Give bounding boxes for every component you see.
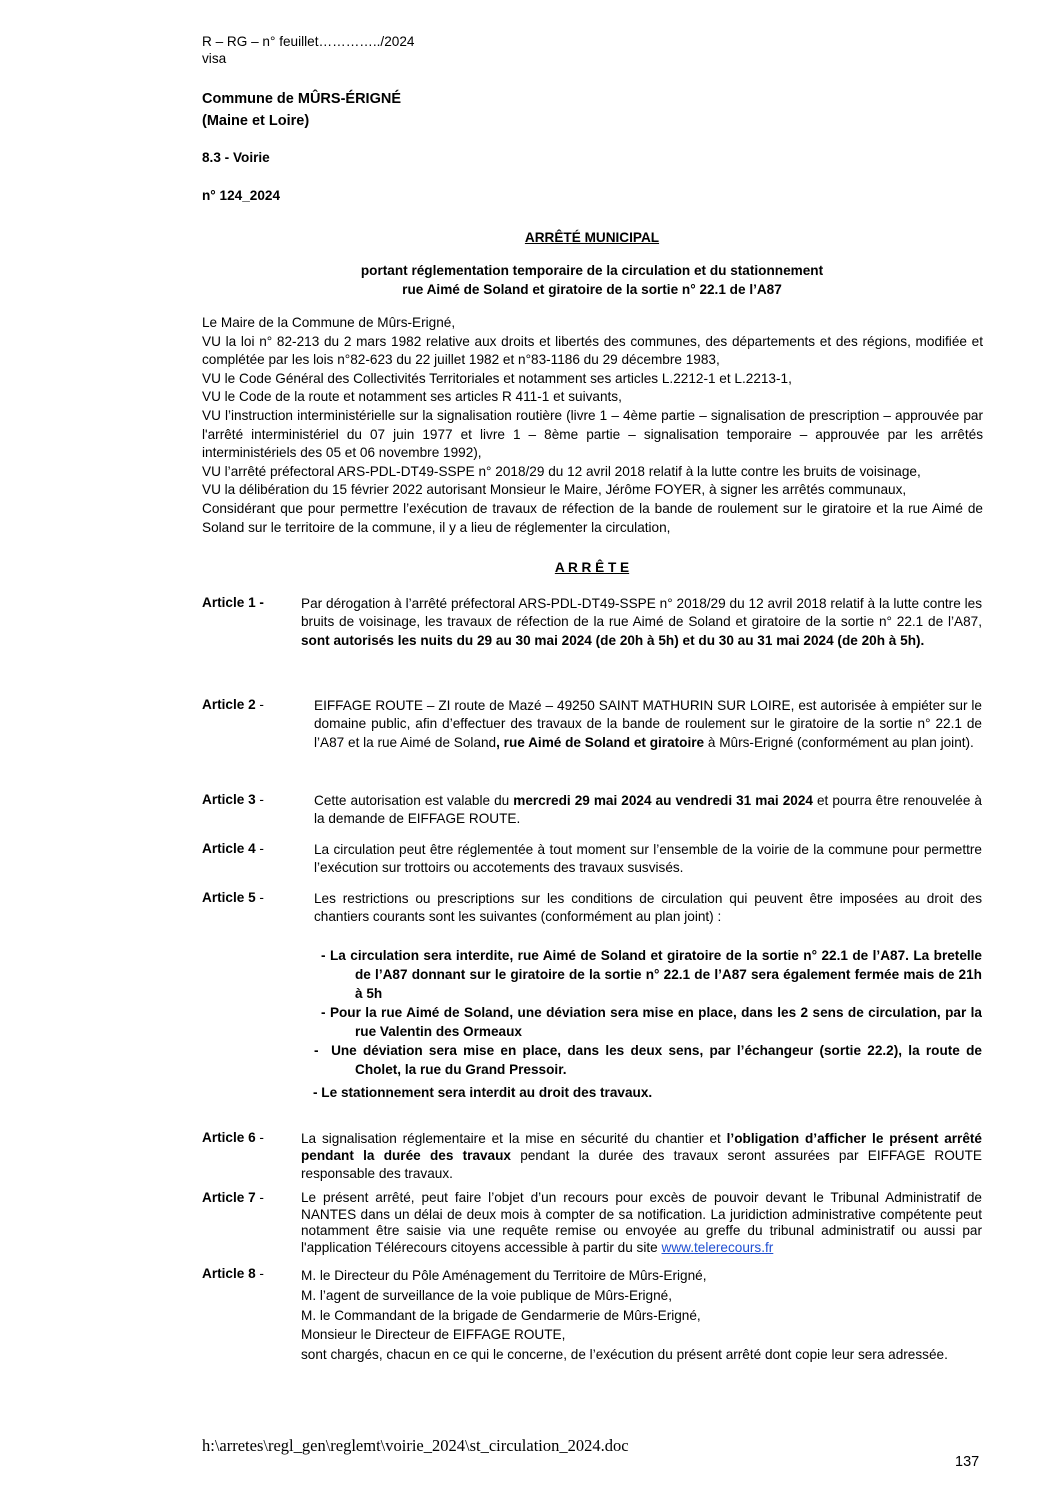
document-path: h:\arretes\regl_gen\reglemt\voirie_2024\st_circulation_2024.doc	[202, 1436, 629, 1455]
sheet-reference: R – RG – n° feuillet…………../2024	[202, 34, 415, 49]
article-1-label: Article 1 -	[202, 595, 264, 610]
article-6-label-text: Article 6	[202, 1130, 256, 1145]
article-2-bold: , rue Aimé de Soland et giratoire	[496, 734, 705, 750]
subtitle-line-2: rue Aimé de Soland et giratoire de la sortie n° 22.1 de l’A87	[402, 282, 782, 297]
article-7-dash: -	[255, 1190, 264, 1205]
parking-prohibition: - Le stationnement sera interdit au droit des travaux.	[313, 1085, 653, 1100]
header-reference	[202, 33, 414, 67]
article-5-dash: -	[255, 890, 264, 905]
article-2-label-text: Article 2	[202, 697, 256, 712]
article-7-text: Le présent arrêté, peut faire l’objet d’un recours pour excès de pouvoir devant le Tribunal Administratif de NANTES dans un délai de deux mois à compter de sa notification. La juridiction administrative compétente peut notamment être saisie via une requête remise ou envoyée au greffe du tribunal administratif ou aussi par l'application Télérecours citoyens accessible à partir du site	[301, 1190, 982, 1255]
preamble-line: Considérant que pour permettre l’exécution de travaux de réfection de la bande de roulement sur le giratoire et la rue Aimé de Soland sur le territoire de la commune, il y a lieu de réglementer la circulation,	[202, 500, 983, 535]
article-1-text: Par dérogation à l’arrêté préfectoral ARS-PDL-DT49-SSPE n° 2018/29 du 12 avril 2018 relatif à la lutte contre les bruits de voisinage, les travaux de réfection de la rue Aimé de Soland et giratoire de la sortie n° 22.1 de l’A87,	[301, 596, 982, 630]
article-5-label-text: Article 5	[202, 890, 256, 905]
bullet-text: Pour la rue Aimé de Soland, une déviation sera mise en place, dans les 2 sens de circulation, par la rue Valentin des Ormeaux	[329, 1005, 982, 1039]
list-item: - Une déviation sera mise en place, dans les deux sens, par l’échangeur (sortie 22.2), la route de Cholet, la rue du Grand Pressoir.	[314, 1043, 982, 1077]
article-2-dash: -	[255, 697, 264, 712]
preamble-line: VU l’instruction interministérielle sur la signalisation routière (livre 1 – 4ème partie – signalisation de prescription – approuvée par l'arrêté interministériel du 07 juin 1977 et livre 1 – 8ème partie – signalisation temporaire – approuvée par les arrêtés interministériels des 05 et 06 novembre 1992),	[202, 407, 983, 461]
article-8-body	[301, 1266, 1001, 1365]
list-item: - Pour la rue Aimé de Soland, une déviation sera mise en place, dans les 2 sens de circulation, par la rue Valentin des Ormeaux	[321, 1005, 982, 1039]
article-2-body	[314, 697, 982, 752]
preamble-line: VU le Code Général des Collectivités Territoriales et notamment ses articles L.2212-1 et L.2213-1,	[202, 370, 792, 386]
commune-block	[202, 88, 401, 132]
commune-name: Commune de MÛRS-ÉRIGNÉ	[202, 91, 401, 107]
page-title: ARRÊTÉ MUNICIPAL	[524, 230, 660, 245]
article-7-label-text: Article 7	[202, 1190, 256, 1205]
article-6-text: La signalisation réglementaire et la mise en sécurité du chantier et	[301, 1131, 727, 1146]
article-3-dash: -	[255, 792, 264, 807]
article-7-body	[301, 1190, 982, 1256]
decree-number: n° 124_2024	[202, 188, 280, 203]
visa-label: visa	[202, 51, 227, 66]
recipient-line: M. le Directeur du Pôle Aménagement du Territoire de Mûrs-Erigné,	[301, 1268, 707, 1283]
article-2-label	[202, 697, 264, 712]
recipient-line: M. le Commandant de la brigade de Gendarmerie de Mûrs-Erigné,	[301, 1307, 701, 1323]
article-3-text: Cette autorisation est valable du	[314, 793, 514, 808]
article-8-dash: -	[255, 1266, 264, 1281]
preamble	[202, 314, 983, 537]
article-2-text: EIFFAGE ROUTE – ZI route de Mazé – 49250 SAINT MATHURIN SUR LOIRE, est autorisée à empiéter sur le domaine public, afin d’effectuer des travaux de la bande de roulement sur le giratoire de la sortie n° 22.1 de l’A87 et la rue Aimé de Soland	[314, 698, 982, 750]
article-6-label	[202, 1130, 264, 1145]
page-number: 137	[955, 1454, 980, 1470]
article-3-text-end: et pourra être renouvelée à la demande de EIFFAGE ROUTE.	[314, 793, 982, 827]
article-3-body	[314, 792, 982, 829]
article-6-dash: -	[255, 1130, 264, 1145]
article-7-label	[202, 1190, 264, 1205]
recipient-line: M. l’agent de surveillance de la voie publique de Mûrs-Erigné,	[301, 1287, 673, 1303]
preamble-line: VU la loi n° 82-213 du 2 mars 1982 relative aux droits et libertés des communes, des départements et des régions, modifiée et complétée par les lois n°82-623 du 22 juillet 1982 et n°83-1186 du 29 décembre 1983,	[202, 333, 983, 368]
bullet-text: Une déviation sera mise en place, dans les deux sens, par l’échangeur (sortie 22.2), la route de Cholet, la rue du Grand Pressoir.	[331, 1043, 982, 1077]
article-4-dash: -	[255, 841, 264, 856]
page-subtitle	[202, 261, 982, 299]
article-5-label	[202, 890, 264, 905]
article-3-label-text: Article 3	[202, 792, 256, 807]
article-3-label	[202, 792, 264, 807]
subtitle-line-1: portant réglementation temporaire de la circulation et du stationnement	[360, 263, 824, 278]
article-8-label	[202, 1266, 264, 1281]
commune-department: (Maine et Loire)	[202, 113, 310, 129]
article-6-text-end: pendant la durée des travaux seront assurées par EIFFAGE ROUTE responsable des travaux.	[301, 1148, 982, 1181]
arrete-heading: A R R Ê T E	[554, 560, 630, 575]
article-4-body: La circulation peut être réglementée à tout moment sur l’ensemble de la voirie de la commune pour permettre l’exécution sur trottoirs ou accotements des travaux susvisés.	[314, 842, 982, 876]
list-item: - La circulation sera interdite, rue Aimé de Soland et giratoire de la sortie n° 22.1 de l’A87. La bretelle de l’A87 donnant sur le giratoire de la sortie n° 22.1 de l’A87 sera également fermée mais de 21h à 5h	[321, 948, 982, 1001]
preamble-line: VU l’arrêté préfectoral ARS-PDL-DT49-SSPE n° 2018/29 du 12 avril 2018 relatif à la lutte contre les bruits de voisinage,	[202, 463, 921, 479]
preamble-line: VU le Code de la route et notamment ses articles R 411-1 et suivants,	[202, 389, 622, 405]
article-5-body: Les restrictions ou prescriptions sur les conditions de circulation qui peuvent être imposées au droit des chantiers courants sont les suivantes (conformément au plan joint) :	[314, 891, 982, 925]
article-8-label-text: Article 8	[202, 1266, 256, 1281]
category-label: 8.3 - Voirie	[202, 150, 270, 165]
article-6-body	[301, 1130, 982, 1182]
article-3-bold: mercredi 29 mai 2024 au vendredi 31 mai 2024	[513, 793, 813, 808]
recipient-line: sont chargés, chacun en ce qui le concerne, de l’exécution du présent arrêté dont copie leur sera adressée.	[301, 1347, 948, 1363]
article-1-bold: sont autorisés les nuits du 29 au 30 mai 2024 (de 20h à 5h) et du 30 au 31 mai 2024 (de 20h à 5h).	[301, 632, 925, 648]
article-2-text-end: à Mûrs-Erigné (conformément au plan joint).	[704, 734, 974, 750]
preamble-line: Le Maire de la Commune de Mûrs-Erigné,	[202, 315, 456, 330]
bullet-text: La circulation sera interdite, rue Aimé de Soland et giratoire de la sortie n° 22.1 de l’A87. La bretelle de l’A87 donnant sur le giratoire de la sortie n° 22.1 de l’A87 sera également fermée mais de 21h à 5h	[329, 948, 982, 1001]
article-4-label-text: Article 4	[202, 841, 256, 856]
recipient-line: Monsieur le Directeur de EIFFAGE ROUTE,	[301, 1327, 566, 1343]
telerecours-link[interactable]: www.telerecours.fr	[661, 1239, 774, 1255]
article-1-body	[301, 595, 982, 650]
article-6-bold: l’obligation d’afficher le présent arrêté pendant la durée des travaux	[301, 1131, 982, 1164]
preamble-line: VU la délibération du 15 février 2022 autorisant Monsieur le Maire, Jérôme FOYER, à signer les arrêtés communaux,	[202, 482, 907, 498]
article-4-label	[202, 841, 264, 856]
